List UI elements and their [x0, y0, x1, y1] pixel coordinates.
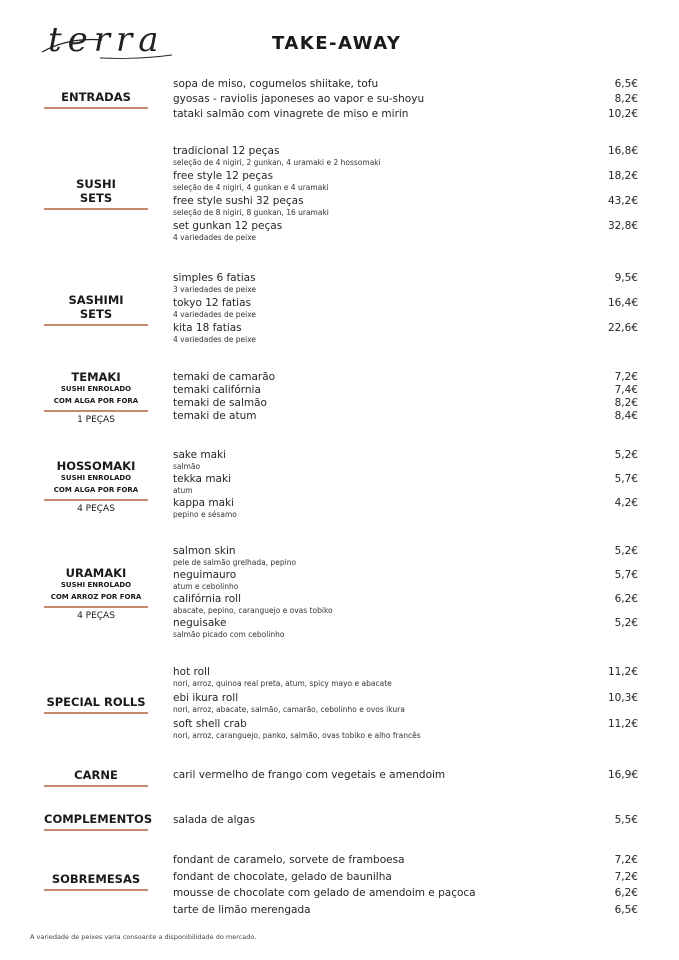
item-price: 7,2€: [614, 870, 638, 883]
item-description: salmão: [173, 462, 201, 471]
item-name: tarte de limão merengada: [173, 903, 311, 916]
footnote: A variedade de peixes varia consoante a disponibilidade do mercado.: [30, 933, 257, 941]
menu-item: [173, 170, 638, 195]
category-title: COMPLEMENTOS: [44, 812, 153, 826]
item-price: 8,4€: [614, 410, 638, 422]
item-name: neguimauro: [173, 569, 237, 581]
item-description: atum e cebolinho: [173, 582, 239, 591]
item-name: temaki de camarão: [173, 371, 276, 383]
item-description: seleção de 4 nigiri, 2 gunkan, 4 uramaki e 2 hossomaki: [173, 158, 381, 167]
menu-item: [173, 692, 638, 718]
category-carne: [44, 768, 148, 787]
item-name: salmon skin: [173, 545, 236, 557]
terra-logo: [40, 22, 175, 62]
item-price: 5,7€: [614, 569, 638, 581]
item-description: salmão picado com cebolinho: [173, 630, 285, 639]
item-price: 5,7€: [614, 473, 638, 485]
item-name: ebi ikura roll: [173, 692, 239, 704]
item-price: 7,2€: [614, 854, 638, 866]
category-entradas: [44, 90, 148, 109]
item-name: sake maki: [173, 449, 227, 461]
menu-item: [173, 593, 638, 617]
item-price: 11,2€: [607, 666, 638, 678]
item-name: free style 12 peças: [173, 170, 274, 182]
item-description: abacate, pepino, caranguejo e ovas tobiko: [173, 606, 333, 615]
item-name: free style sushi 32 peças: [173, 195, 304, 207]
category-underline: [44, 785, 148, 787]
item-price: 16,4€: [607, 297, 638, 309]
category-underline: [44, 107, 148, 109]
menu-item: [173, 220, 638, 245]
menu-item: [173, 297, 638, 322]
item-price: 22,6€: [607, 322, 638, 334]
category-sushi-sets: [44, 177, 148, 210]
menu-item: [173, 322, 638, 347]
category-underline: [44, 606, 148, 608]
item-name: kappa maki: [173, 497, 235, 509]
items-temaki: [173, 371, 638, 423]
category-subtitle: SUSHI ENROLADO COM ALGA POR FORA: [53, 385, 139, 405]
category-underline: [44, 889, 148, 891]
item-price: 10,2€: [607, 108, 638, 120]
category-title: URAMAKI: [65, 566, 127, 580]
menu-item: [173, 666, 638, 692]
item-name: set gunkan 12 peças: [173, 220, 283, 232]
item-name: hot roll: [173, 666, 210, 678]
item-price: 6,2€: [614, 887, 638, 899]
item-name: tradicional 12 peças: [173, 145, 280, 157]
items-sobremesas: [173, 854, 638, 920]
items-special-rolls: [173, 666, 638, 744]
item-name: tokyo 12 fatias: [173, 297, 251, 309]
items-sushi-sets: [173, 145, 638, 245]
menu-item: [173, 78, 638, 93]
menu-item: [173, 617, 638, 641]
item-description: seleção de 4 nigiri, 4 gunkan e 4 uramaki: [173, 183, 329, 192]
item-price: 5,2€: [614, 617, 638, 629]
item-price: 9,5€: [614, 272, 638, 284]
category-title: SUSHI SETS: [76, 177, 116, 205]
items-entradas: [173, 78, 638, 123]
item-price: 5,5€: [614, 814, 638, 826]
item-price: 8,2€: [614, 93, 638, 105]
item-name: temaki califórnia: [173, 384, 261, 396]
menu-item: [173, 108, 638, 123]
item-name: gyosas - raviolis japoneses ao vapor e su-shoyu: [173, 93, 425, 105]
category-title: SASHIMI SETS: [68, 293, 124, 321]
logo-text: terra: [48, 20, 165, 60]
menu-item: [173, 904, 638, 921]
menu-item: [173, 449, 638, 473]
item-name: temaki de salmão: [173, 397, 267, 409]
category-title: CARNE: [74, 768, 118, 782]
menu-item: [173, 371, 638, 384]
menu-item: [173, 145, 638, 170]
category-piece-count: 4 PEÇAS: [77, 611, 115, 621]
item-description: pele de salmão grelhada, pepino: [173, 558, 297, 567]
menu-item: [173, 410, 638, 423]
page-title: TAKE-AWAY: [272, 33, 402, 54]
category-piece-count: 4 PEÇAS: [77, 504, 115, 514]
menu-item: [173, 497, 638, 521]
category-underline: [44, 499, 148, 501]
category-underline: [44, 829, 148, 831]
item-name: fondant de chocolate, gelado de baunilha: [173, 870, 392, 883]
item-description: 3 variedades de peixe: [173, 285, 257, 294]
item-price: 4,2€: [614, 497, 638, 509]
item-name: simples 6 fatias: [173, 272, 256, 284]
item-price: 6,5€: [614, 78, 638, 90]
category-complementos: [44, 812, 153, 831]
category-underline: [44, 410, 148, 412]
items-hossomaki: [173, 449, 638, 521]
item-name: tataki salmão com vinagrete de miso e mirin: [173, 108, 409, 120]
category-title: TEMAKI: [71, 370, 121, 384]
menu-item: [173, 545, 638, 569]
item-description: 4 variedades de peixe: [173, 233, 257, 242]
item-description: nori, arroz, quinoa real preta, atum, spicy mayo e abacate: [173, 679, 392, 688]
item-price: 7,2€: [614, 371, 638, 383]
item-price: 8,2€: [614, 397, 638, 409]
category-underline: [44, 324, 148, 326]
items-carne: [173, 769, 638, 784]
category-title: HOSSOMAKI: [56, 459, 136, 473]
items-complementos: [173, 814, 638, 829]
item-description: 4 variedades de peixe: [173, 335, 257, 344]
item-name: mousse de chocolate com gelado de amendoim e paçoca: [173, 887, 476, 899]
category-subtitle: SUSHI ENROLADO COM ARROZ POR FORA: [50, 581, 142, 601]
item-price: 7,4€: [614, 384, 638, 396]
item-price: 16,9€: [607, 769, 638, 781]
item-description: nori, arroz, caranguejo, panko, salmão, ovas tobiko e alho francês: [173, 731, 421, 740]
category-sobremesas: [44, 872, 148, 891]
category-title: SPECIAL ROLLS: [46, 695, 146, 709]
category-uramaki: [44, 566, 148, 623]
menu-item: [173, 272, 638, 297]
menu-item: [173, 384, 638, 397]
item-price: 18,2€: [607, 170, 638, 182]
item-name: kita 18 fatias: [173, 322, 242, 334]
item-name: fondant de caramelo, sorvete de framboesa: [173, 854, 405, 866]
item-price: 6,2€: [614, 593, 638, 605]
menu-item: [173, 93, 638, 108]
menu-item: [173, 887, 638, 904]
menu-item: [173, 195, 638, 220]
category-title: SOBREMESAS: [51, 872, 141, 886]
item-price: 16,8€: [607, 145, 638, 157]
item-price: 10,3€: [607, 692, 638, 704]
items-uramaki: [173, 545, 638, 641]
menu-item: [173, 814, 638, 829]
item-name: neguisake: [173, 617, 227, 629]
item-name: temaki de atum: [173, 410, 257, 422]
category-sashimi-sets: [44, 293, 148, 326]
items-sashimi-sets: [173, 272, 638, 347]
category-subtitle: SUSHI ENROLADO COM ALGA POR FORA: [53, 474, 139, 494]
category-special-rolls: [44, 695, 148, 714]
menu-item: [173, 871, 638, 888]
item-name: salada de algas: [173, 814, 256, 826]
menu-item: [173, 769, 638, 784]
menu-item: [173, 569, 638, 593]
item-description: pepino e sésamo: [173, 510, 237, 519]
item-description: nori, arroz, abacate, salmão, camarão, cebolinho e ovos ikura: [173, 705, 405, 714]
item-price: 43,2€: [607, 195, 638, 207]
item-price: 32,8€: [607, 220, 638, 232]
menu-item: [173, 718, 638, 744]
item-name: caril vermelho de frango com vegetais e amendoim: [173, 769, 446, 781]
category-title: ENTRADAS: [61, 90, 131, 104]
category-hossomaki: [44, 459, 148, 516]
category-underline: [44, 208, 148, 210]
category-underline: [44, 712, 148, 714]
item-name: tekka maki: [173, 473, 231, 485]
category-temaki: [44, 370, 148, 427]
item-description: seleção de 8 nigiri, 8 gunkan, 16 uramaki: [173, 208, 329, 217]
category-piece-count: 1 PEÇAS: [77, 415, 115, 425]
item-name: soft shell crab: [173, 718, 247, 730]
menu-item: [173, 397, 638, 410]
item-name: sopa de miso, cogumelos shiitake, tofu: [173, 78, 379, 90]
item-price: 5,2€: [614, 449, 638, 461]
item-price: 11,2€: [607, 718, 638, 730]
item-price: 5,2€: [614, 545, 638, 557]
menu-item: [173, 854, 638, 871]
item-description: 4 variedades de peixe: [173, 310, 257, 319]
item-name: califórnia roll: [173, 593, 241, 605]
menu-item: [173, 473, 638, 497]
item-price: 6,5€: [614, 903, 638, 916]
item-description: atum: [173, 486, 193, 495]
